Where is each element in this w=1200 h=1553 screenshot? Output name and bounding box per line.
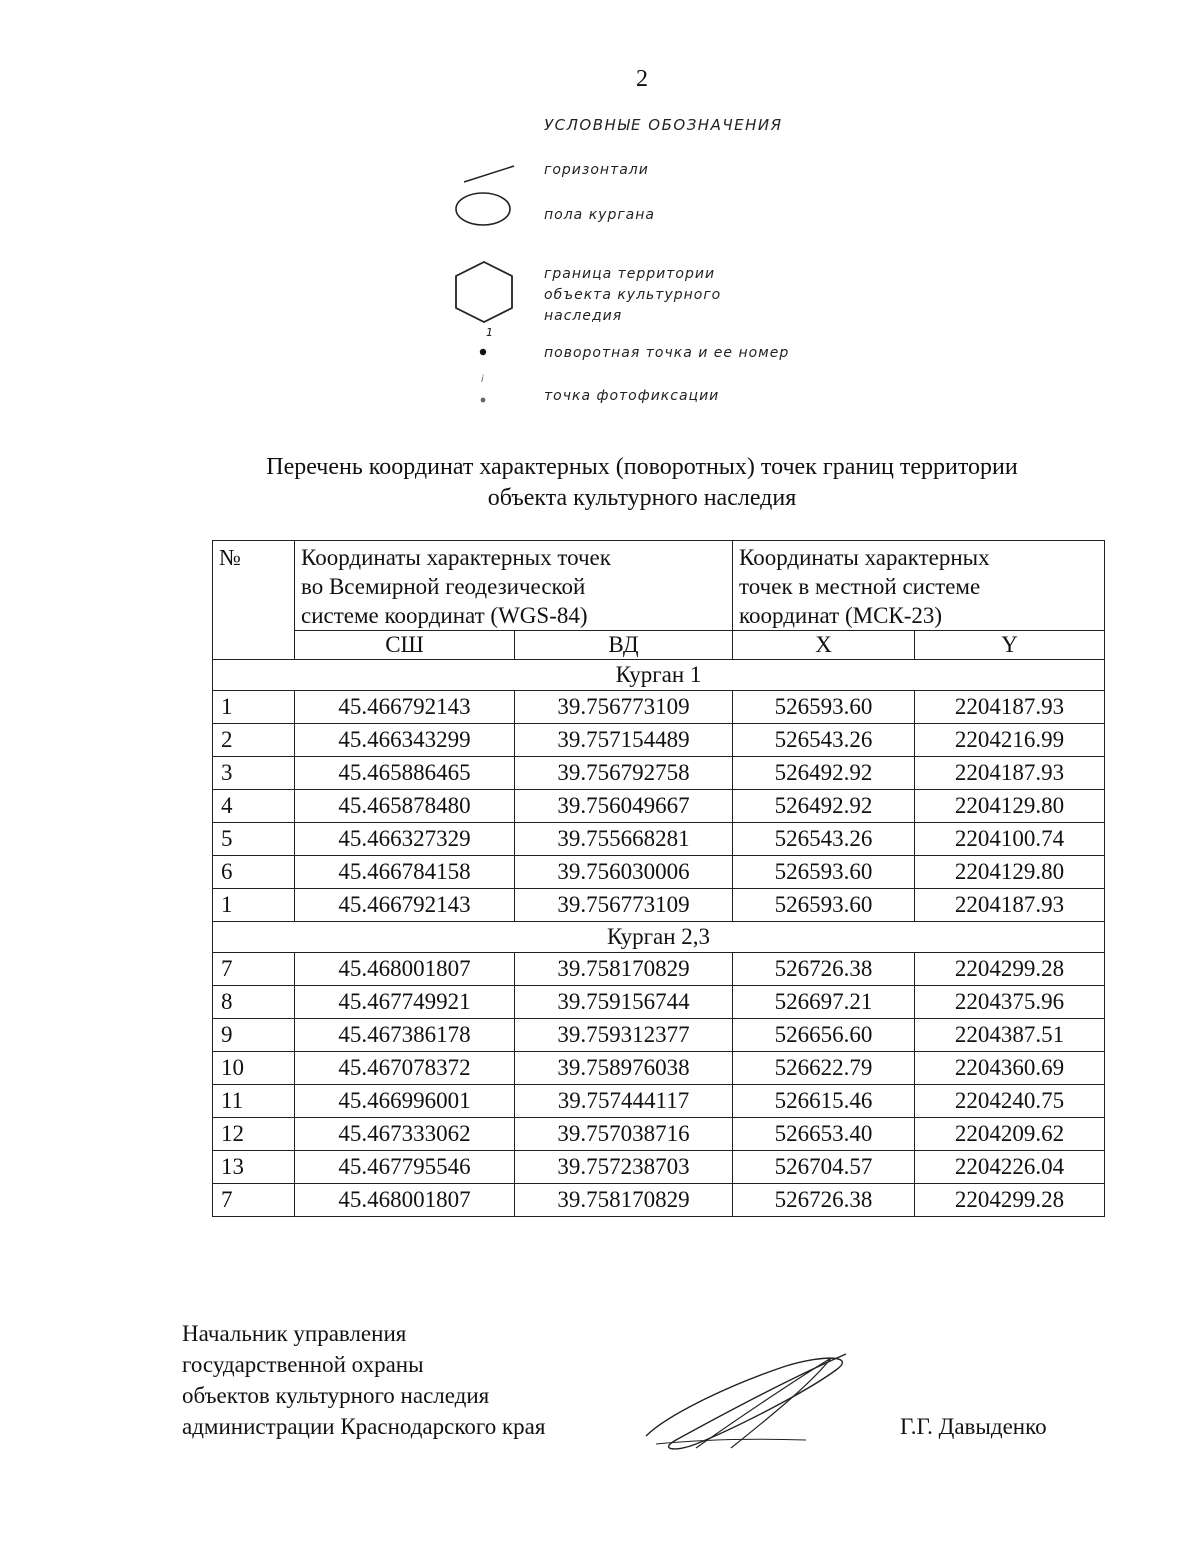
turning-point-number: 1 xyxy=(486,326,493,339)
table-row: 1 45.466792143 39.756773109 526593.60 2204187.93 xyxy=(213,889,1105,922)
table-row: 2 45.466343299 39.757154489 526543.26 2204216.99 xyxy=(213,724,1105,757)
legend-label-photo-point: точка фотофиксации xyxy=(544,388,720,404)
legend-label-contours: горизонтали xyxy=(544,162,649,178)
col-x-header: X xyxy=(733,631,915,660)
photo-point-marker: i xyxy=(481,374,484,385)
heading-line-2: объекта культурного наследия xyxy=(487,485,797,511)
heading-line-1: Перечень координат характерных (поворотных) точек границ территории xyxy=(266,454,1018,480)
legend-label-turning-point: поворотная точка и ее номер xyxy=(544,345,790,361)
col-y-header: Y xyxy=(915,631,1105,660)
group-header: Курган 2,3 xyxy=(213,922,1105,953)
col-lat-header: СШ xyxy=(295,631,515,660)
col-lon-header: ВД xyxy=(515,631,733,660)
col-msk-header: Координаты характерных точек в местной системе координат (МСК-23) xyxy=(733,541,1105,631)
legend-label-mound: пола кургана xyxy=(544,207,655,223)
contour-line-icon xyxy=(462,160,518,190)
table-row: 4 45.465878480 39.756049667 526492.92 2204129.80 xyxy=(213,790,1105,823)
table-row: 6 45.466784158 39.756030006 526593.60 2204129.80 xyxy=(213,856,1105,889)
table-row: 11 45.466996001 39.757444117 526615.46 2204240.75 xyxy=(213,1085,1105,1118)
table-row: 7 45.468001807 39.758170829 526726.38 2204299.28 xyxy=(213,953,1105,986)
table-row: 10 45.467078372 39.758976038 526622.79 2204360.69 xyxy=(213,1052,1105,1085)
page-number: 2 xyxy=(636,66,648,92)
handwritten-signature xyxy=(636,1336,876,1466)
table-heading xyxy=(0,452,1200,514)
table-row: 13 45.467795546 39.757238703 526704.57 2204226.04 xyxy=(213,1151,1105,1184)
table-row: 9 45.467386178 39.759312377 526656.60 2204387.51 xyxy=(213,1019,1105,1052)
table-row: 3 45.465886465 39.756792758 526492.92 2204187.93 xyxy=(213,757,1105,790)
group-header: Курган 1 xyxy=(213,660,1105,691)
table-row: 12 45.467333062 39.757038716 526653.40 2204209.62 xyxy=(213,1118,1105,1151)
table-row: 5 45.466327329 39.755668281 526543.26 2204100.74 xyxy=(213,823,1105,856)
legend-title: УСЛОВНЫЕ ОБОЗНАЧЕНИЯ xyxy=(544,116,783,134)
table-row: 8 45.467749921 39.759156744 526697.21 2204375.96 xyxy=(213,986,1105,1019)
col-wgs-header: Координаты характерных точек во Всемирной геодезической системе координат (WGS-84) xyxy=(295,541,733,631)
legend-label-boundary: граница территории объекта культурного наследия xyxy=(544,266,722,324)
col-number-header: № xyxy=(213,541,295,660)
hexagon-icon xyxy=(448,258,520,328)
table-body xyxy=(213,660,1105,1217)
ellipse-icon xyxy=(452,188,516,232)
signatory-title: Начальник управления государственной охраны объектов культурного наследия администрации Краснодарского края xyxy=(182,1321,546,1439)
table-row: 1 45.466792143 39.756773109 526593.60 2204187.93 xyxy=(213,691,1105,724)
coordinates-table xyxy=(212,540,1105,1217)
turning-point-icon xyxy=(476,344,492,360)
photo-point-icon xyxy=(476,392,492,408)
table-row: 7 45.468001807 39.758170829 526726.38 2204299.28 xyxy=(213,1184,1105,1217)
signatory-name: Г.Г. Давыденко xyxy=(900,1414,1047,1439)
